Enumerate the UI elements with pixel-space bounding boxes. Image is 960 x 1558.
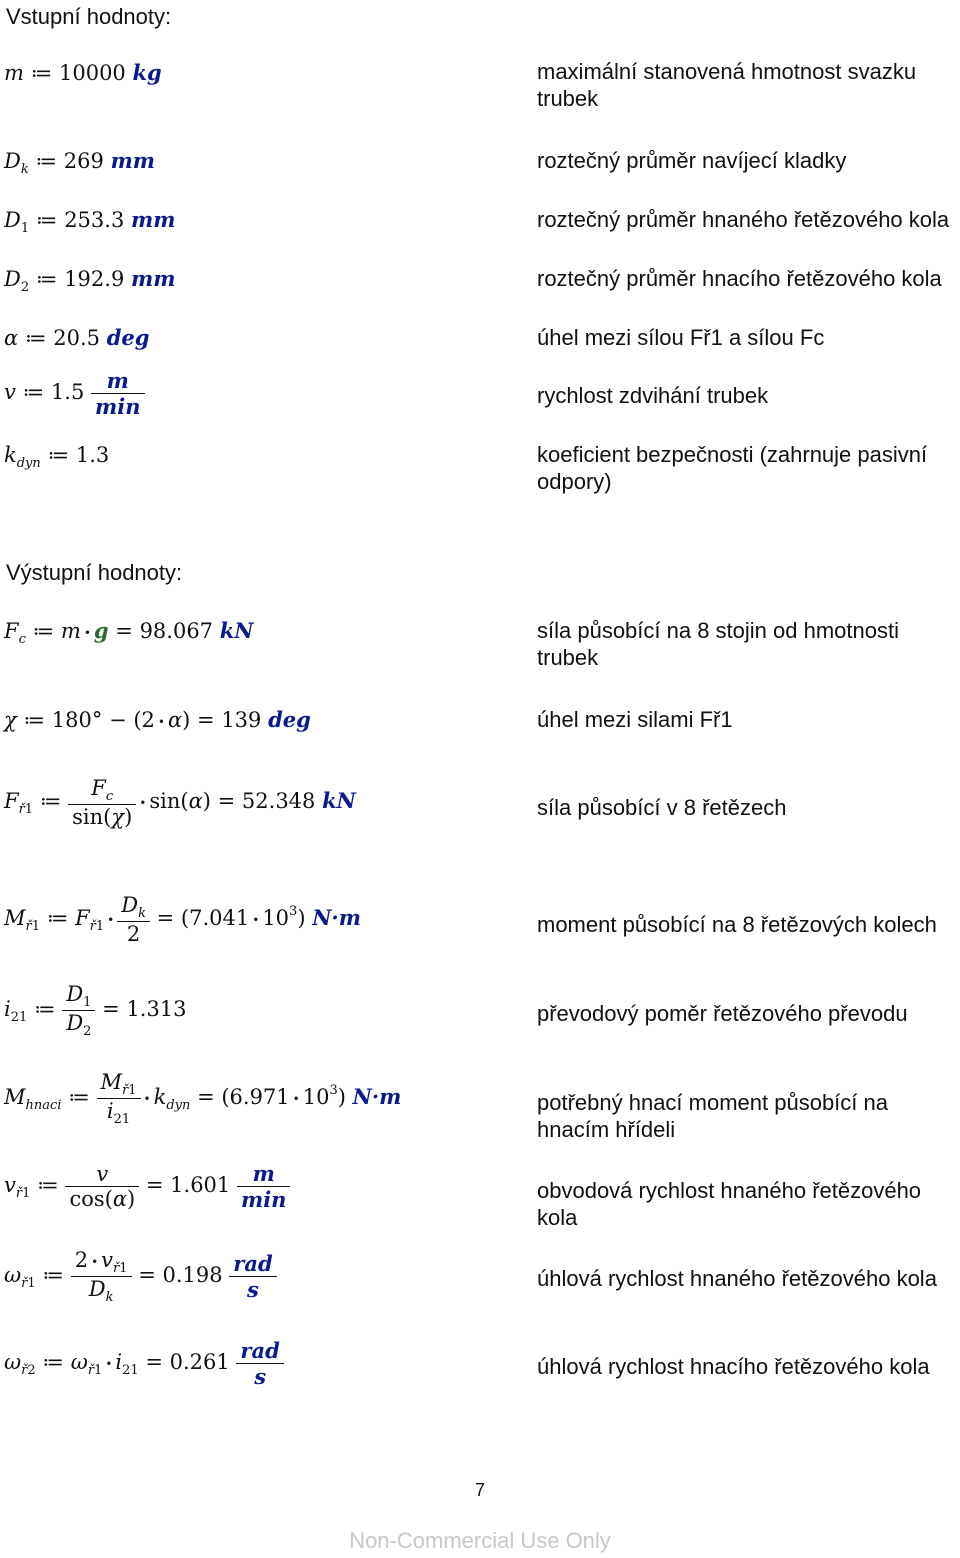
desc-mhnaci: potřebný hnací moment působící na hnacím hřídeli bbox=[537, 1090, 888, 1142]
formula-mhnaci: $M_{hnaci}$ ≔ $\frac{M_{ř1}}{i_{21}}$ • $k_{dyn} = (6.971$ • $10^3$) N·m bbox=[4, 1070, 402, 1127]
formula-fc: $F_c$ ≔ m • g = 98.067 kN bbox=[4, 618, 254, 647]
desc-vr1: obvodová rychlost hnaného řetězového kola bbox=[537, 1178, 922, 1230]
formula-d1: $D_1$ ≔ 253.3 mm bbox=[4, 207, 176, 236]
formula-d2: $D_2$ ≔ 192.9 mm bbox=[4, 266, 176, 295]
page-number: 7 bbox=[474, 1480, 485, 1500]
formula-fr1: $F_{ř1}$ ≔ $\frac{F_c}{\sin(\chi)}$ • sin(α) = 52.348 kN bbox=[4, 776, 356, 829]
formula-kdyn: $k_{dyn}$ ≔ 1.3 bbox=[4, 443, 110, 471]
formula-vr1: $v_{ř1}$ ≔ $\frac{v}{\cos(\alpha)}$ = 1.601 m min bbox=[4, 1161, 290, 1212]
formula-chi: χ ≔ 180° − (2 • α) = 139 deg bbox=[4, 707, 311, 732]
formula-m: m ≔ 10000 kg bbox=[4, 60, 162, 85]
desc-wr1: úhlová rychlost hnaného řetězového kola bbox=[537, 1266, 937, 1291]
outputs-heading: Výstupní hodnoty: bbox=[6, 560, 183, 585]
formula-v: v ≔ 1.5 m min bbox=[4, 368, 145, 419]
desc-chi: úhel mezi silami Fř1 bbox=[537, 707, 733, 732]
desc-fr1: síla působící v 8 řetězech bbox=[537, 795, 787, 820]
formula-wr1: $\omega_{ř1}$ ≔ $\frac{2 • v_{ř1}}{D_k}$ = 0.198 rad s bbox=[4, 1248, 277, 1305]
formula-alpha: α ≔ 20.5 deg bbox=[4, 325, 150, 350]
desc-kdyn: koeficient bezpečnosti (zahrnuje pasivní odpory) bbox=[537, 442, 928, 494]
formula-dk: $D_k$ ≔ 269 mm bbox=[4, 148, 156, 177]
desc-d2: roztečný průměr hnacího řetězového kola bbox=[537, 266, 942, 291]
desc-d1: roztečný průměr hnaného řetězového kola bbox=[537, 207, 950, 232]
formula-mr1: $M_{ř1}$ ≔ $F_{ř1}$ • $\frac{D_k}{2}$ = (7.041 • $10^3$) N·m bbox=[4, 893, 361, 946]
inputs-heading: Vstupní hodnoty: bbox=[6, 4, 172, 29]
desc-m: maximální stanovená hmotnost svazku trubek bbox=[537, 59, 917, 111]
desc-alpha: úhel mezi sílou Fř1 a sílou Fc bbox=[537, 325, 825, 350]
desc-v: rychlost zdvihání trubek bbox=[537, 383, 769, 408]
watermark: Non-Commercial Use Only bbox=[349, 1528, 611, 1553]
desc-wr2: úhlová rychlost hnacího řetězového kola bbox=[537, 1354, 930, 1379]
formula-wr2: $\omega_{ř2}$ ≔ $\omega_{ř1}$ • $i_{21} = 0.261$ rad s bbox=[4, 1338, 284, 1389]
formula-i21: $i_{21}$ ≔ $\frac{D_1}{D_2}$ = 1.313 bbox=[4, 982, 187, 1039]
desc-i21: převodový poměr řetězového převodu bbox=[537, 1001, 908, 1026]
desc-dk: roztečný průměr navíjecí kladky bbox=[537, 148, 847, 173]
desc-mr1: moment působící na 8 řetězových kolech bbox=[537, 912, 937, 937]
desc-fc: síla působící na 8 stojin od hmotnosti trubek bbox=[537, 618, 899, 670]
